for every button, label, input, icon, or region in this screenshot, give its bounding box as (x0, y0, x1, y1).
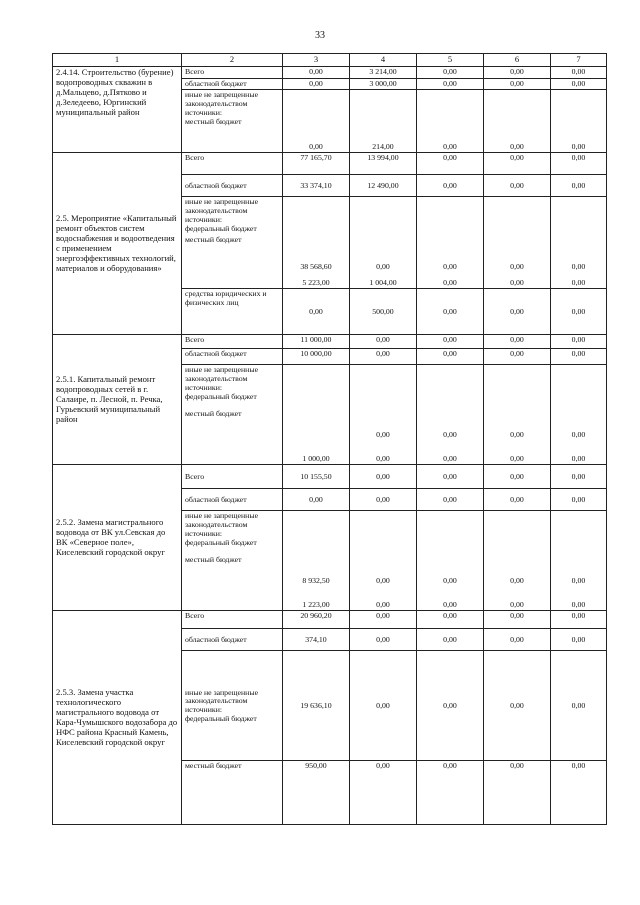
measure-name: 2.5. Мероприятие «Капитальный ремонт объектов систем водоснабжения и водоотведения с применением энергоэффективных технологий, материалов и оборудования» (53, 153, 182, 335)
federal-value: 0,00 (376, 430, 390, 439)
value-cell: 0,00 (484, 629, 551, 651)
value-cell: 0,00 (551, 90, 607, 153)
value-cell (283, 197, 350, 289)
value-cell: 0,00 (417, 465, 484, 489)
value-cell: 0,00 (484, 78, 551, 90)
source-label: средства юридических и физических лиц (182, 289, 283, 335)
value-cell: 0,00 (551, 465, 607, 489)
page-number: 33 (315, 30, 325, 41)
value-cell: 0,00 (283, 78, 350, 90)
value-cell: 0,00 (417, 67, 484, 79)
value-cell: 0,00 (417, 78, 484, 90)
federal-value: 0,00 (510, 576, 524, 585)
value-cell: 0,00 (417, 629, 484, 651)
value-cell: 12 490,00 (350, 175, 417, 197)
other-sources-label: иные не запрещенные законодательством источники: (185, 365, 259, 392)
value-cell: 0,00 (417, 761, 484, 825)
value-cell (551, 365, 607, 465)
value-cell (350, 365, 417, 465)
value-cell: 500,00 (350, 289, 417, 335)
federal-budget-label: федеральный бюджет (185, 713, 257, 723)
local-value: 0,00 (376, 599, 390, 609)
source-label (182, 511, 283, 611)
header-cell: 2 (182, 54, 283, 67)
source-label: областной бюджет (182, 175, 283, 197)
federal-budget-label: федеральный бюджет (185, 391, 257, 401)
value-cell: 0,00 (484, 335, 551, 349)
local-value: 0,00 (510, 453, 524, 463)
value-cell: 0,00 (283, 67, 350, 79)
source-label: Всего (182, 465, 283, 489)
value-cell: 0,00 (350, 349, 417, 365)
source-label (182, 365, 283, 465)
value-cell (551, 197, 607, 289)
value-cell: 0,00 (283, 489, 350, 511)
source-label: Всего (182, 153, 283, 175)
federal-value: 0,00 (443, 262, 457, 271)
value-cell: 0,00 (484, 90, 551, 153)
value-cell: 20 960,20 (283, 611, 350, 629)
value-cell (551, 511, 607, 611)
source-label: Всего (182, 335, 283, 349)
value-cell: 0,00 (417, 153, 484, 175)
value-cell: 0,00 (484, 489, 551, 511)
source-label: областной бюджет (182, 349, 283, 365)
value-cell: 0,00 (417, 90, 484, 153)
source-label: Всего (182, 611, 283, 629)
value-cell: 0,00 (484, 289, 551, 335)
local-value: 0,00 (443, 453, 457, 463)
value-cell: 11 000,00 (283, 335, 350, 349)
local-value: 1 000,00 (302, 453, 330, 463)
source-label (182, 651, 283, 761)
value-cell: 19 636,10 (283, 651, 350, 761)
local-value: 0,00 (443, 599, 457, 609)
value-cell: 10 155,50 (283, 465, 350, 489)
local-value: 0,00 (443, 277, 457, 287)
table-row (53, 67, 607, 79)
value-cell (350, 197, 417, 289)
source-label: областной бюджет (182, 489, 283, 511)
local-value: 0,00 (571, 277, 586, 287)
federal-value: 0,00 (571, 262, 586, 271)
federal-value: 0,00 (571, 576, 586, 585)
federal-value: 0,00 (376, 262, 390, 271)
local-value: 0,00 (376, 453, 390, 463)
value-cell: 0,00 (551, 335, 607, 349)
local-budget-label: местный бюджет (185, 409, 242, 419)
value-cell: 214,00 (350, 90, 417, 153)
federal-value: 8 932,50 (302, 576, 330, 585)
source-label: Всего (182, 67, 283, 79)
source-label (182, 197, 283, 289)
value-cell: 0,00 (484, 761, 551, 825)
source-label: областной бюджет (182, 78, 283, 90)
value-cell: 0,00 (417, 335, 484, 349)
value-cell: 0,00 (350, 651, 417, 761)
value-cell: 0,00 (484, 349, 551, 365)
local-budget-label: местный бюджет (185, 555, 242, 565)
source-label: местный бюджет (182, 761, 283, 825)
value-cell: 0,00 (551, 153, 607, 175)
value-cell: 0,00 (551, 611, 607, 629)
header-cell: 6 (484, 54, 551, 67)
measure-name: 2.5.2. Замена магистрального водовода от ВК ул.Севская до ВК «Северное поле», Киселевский городской округ (53, 465, 182, 611)
federal-value: 0,00 (376, 576, 390, 585)
value-cell: 0,00 (551, 651, 607, 761)
value-cell: 0,00 (551, 349, 607, 365)
value-cell: 0,00 (551, 78, 607, 90)
value-cell: 0,00 (484, 465, 551, 489)
federal-budget-label: федеральный бюджет (185, 223, 257, 233)
local-value: 0,00 (571, 453, 586, 463)
source-label: областной бюджет (182, 629, 283, 651)
value-cell: 0,00 (350, 629, 417, 651)
value-cell: 0,00 (283, 90, 350, 153)
value-cell: 0,00 (350, 761, 417, 825)
value-cell: 0,00 (417, 489, 484, 511)
value-cell: 374,10 (283, 629, 350, 651)
header-cell: 3 (283, 54, 350, 67)
value-cell: 0,00 (551, 761, 607, 825)
federal-value: 0,00 (571, 430, 586, 439)
other-sources-label: иные не запрещенные законодательством источники: (185, 511, 259, 538)
value-cell: 3 000,00 (350, 78, 417, 90)
other-sources-label: иные не запрещенные законодательством источники: (185, 197, 259, 224)
value-cell (283, 365, 350, 465)
value-cell (417, 511, 484, 611)
local-value: 0,00 (510, 277, 524, 287)
value-cell: 0,00 (484, 175, 551, 197)
measure-name: 2.4.14. Строительство (бурение) водопроводных скважин в д.Мальцево, д.Пятково и д.Зеледеево, Юргинский муниципальный район (53, 67, 182, 153)
header-cell: 5 (417, 54, 484, 67)
value-cell: 0,00 (417, 651, 484, 761)
measure-name: 2.5.1. Капитальный ремонт водопроводных сетей в г. Салаире, п. Лесной, п. Речка, Гурьевский муниципальный район (53, 335, 182, 465)
local-value: 1 223,00 (302, 599, 330, 609)
local-value: 1 004,00 (369, 277, 397, 287)
measure-name: 2.5.3. Замена участка технологического магистрального водовода от Кара-Чумышского водозабора до НФС района Красный Камень, Киселевский городской округ (53, 611, 182, 825)
value-cell (484, 365, 551, 465)
value-cell: 10 000,00 (283, 349, 350, 365)
value-cell (484, 511, 551, 611)
other-sources-label: иные не запрещенные законодательством источники: (185, 687, 259, 714)
federal-value: 0,00 (510, 430, 524, 439)
value-cell: 0,00 (551, 67, 607, 79)
value-cell: 0,00 (350, 489, 417, 511)
header-cell: 7 (551, 54, 607, 67)
table-row (53, 335, 607, 349)
value-cell: 13 994,00 (350, 153, 417, 175)
budget-table (52, 53, 607, 825)
value-cell: 77 165,70 (283, 153, 350, 175)
value-cell: 0,00 (484, 651, 551, 761)
value-cell: 0,00 (350, 611, 417, 629)
local-value: 0,00 (510, 599, 524, 609)
value-cell: 0,00 (484, 67, 551, 79)
value-cell: 0,00 (551, 489, 607, 511)
local-value: 0,00 (571, 599, 586, 609)
value-cell (417, 197, 484, 289)
value-cell: 0,00 (417, 175, 484, 197)
local-value: 5 223,00 (302, 277, 330, 287)
table-row (53, 465, 607, 489)
other-sources-label: иные не запрещенные законодательством источники: (185, 90, 259, 117)
federal-value: 0,00 (443, 576, 457, 585)
federal-budget-label: федеральный бюджет (185, 537, 257, 547)
table-row (53, 611, 607, 629)
header-row (53, 54, 607, 67)
value-cell: 0,00 (417, 611, 484, 629)
header-cell: 4 (350, 54, 417, 67)
value-cell (417, 365, 484, 465)
value-cell (350, 511, 417, 611)
value-cell (484, 197, 551, 289)
value-cell: 0,00 (350, 335, 417, 349)
value-cell (283, 511, 350, 611)
value-cell: 0,00 (350, 465, 417, 489)
source-label (182, 90, 283, 153)
federal-value: 0,00 (510, 262, 524, 271)
local-budget-label: местный бюджет (185, 235, 242, 245)
value-cell: 0,00 (417, 289, 484, 335)
value-cell: 950,00 (283, 761, 350, 825)
value-cell: 3 214,00 (350, 67, 417, 79)
value-cell: 0,00 (484, 611, 551, 629)
header-cell: 1 (53, 54, 182, 67)
table-row (53, 153, 607, 175)
federal-value: 38 568,60 (300, 262, 332, 271)
value-cell: 0,00 (283, 289, 350, 335)
value-cell: 0,00 (551, 289, 607, 335)
value-cell: 33 374,10 (283, 175, 350, 197)
value-cell: 0,00 (551, 629, 607, 651)
value-cell: 0,00 (551, 175, 607, 197)
federal-value: 0,00 (443, 430, 457, 439)
value-cell: 0,00 (417, 349, 484, 365)
local-budget-label: местный бюджет (185, 116, 242, 126)
value-cell: 0,00 (484, 153, 551, 175)
